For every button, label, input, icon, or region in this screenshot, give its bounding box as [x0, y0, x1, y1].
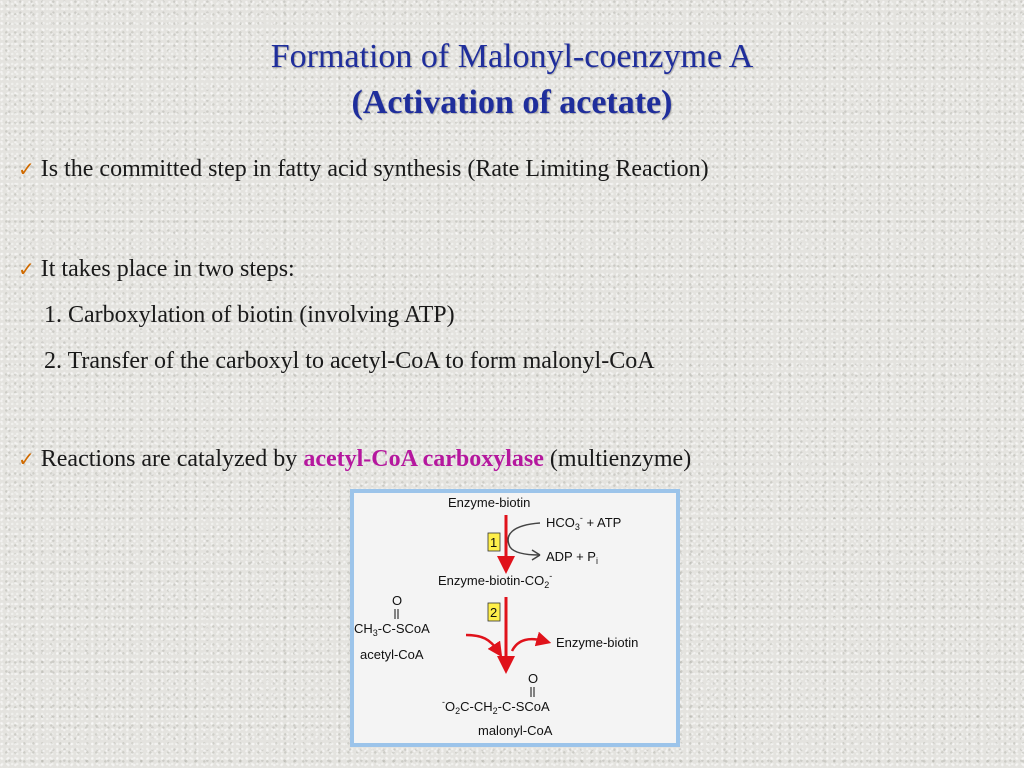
- step1-label: 1: [490, 535, 498, 550]
- reaction-diagram: [354, 493, 676, 743]
- bullet-text: Reactions are catalyzed by: [40, 446, 298, 472]
- malonyl-coa-name: malonyl-CoA: [478, 723, 553, 738]
- malonyl-carbonyl-o: O: [528, 671, 539, 686]
- acetyl-coa-formula: $CH_3-C$-SCoA: [354, 621, 430, 638]
- bullet-suffix: (multienzyme): [549, 446, 692, 472]
- slide-title: [0, 34, 1024, 126]
- enzyme-name: acetyl-CoA carboxylase: [303, 446, 544, 472]
- reaction-figure: [350, 489, 680, 747]
- side-reaction-arrow: [508, 523, 540, 555]
- enzyme-biotin-top: Enzyme-biotin: [448, 495, 531, 510]
- checkmark-icon: ✓: [18, 449, 35, 471]
- malonyl-coa-formula: $^-O_2C-CH_2-C$-SCoA: [442, 697, 550, 716]
- checkmark-icon: ✓: [18, 159, 35, 181]
- enzyme-biotin-co2: Enzyme-$biotin-CO_2^-$: [438, 571, 553, 590]
- step-2: 2. Transfer of the carboxyl to acetyl-CoA to form malonyl-CoA: [44, 348, 655, 374]
- checkmark-icon: ✓: [18, 259, 35, 281]
- bullet-catalyzed: [18, 446, 691, 473]
- step2-label: 2: [490, 605, 498, 620]
- title-line-1: Formation of Malonyl-coenzyme A: [270, 38, 754, 75]
- acetyl-in-arrow: [466, 635, 498, 651]
- acetyl-carbonyl-o: O: [392, 593, 403, 608]
- bullet-text: Is the committed step in fatty acid synthesis (Rate Limiting Reaction): [40, 156, 709, 182]
- acetyl-coa-name: acetyl-CoA: [360, 647, 424, 662]
- bullet-text: It takes place in two steps:: [40, 256, 295, 282]
- bullet-two-steps: [18, 256, 295, 283]
- adp-plus-pi: ADP + $P_i$: [546, 549, 598, 566]
- hco3-plus-atp: $HCO_3^-$ + ATP: [546, 513, 622, 532]
- enzyme-biotin-right: Enzyme-biotin: [556, 635, 639, 650]
- bullet-committed-step: [18, 156, 709, 183]
- title-line-2: (Activation of acetate): [351, 84, 673, 121]
- enzyme-out-arrow: [512, 639, 544, 651]
- step-1: 1. Carboxylation of biotin (involving ATP): [44, 302, 455, 328]
